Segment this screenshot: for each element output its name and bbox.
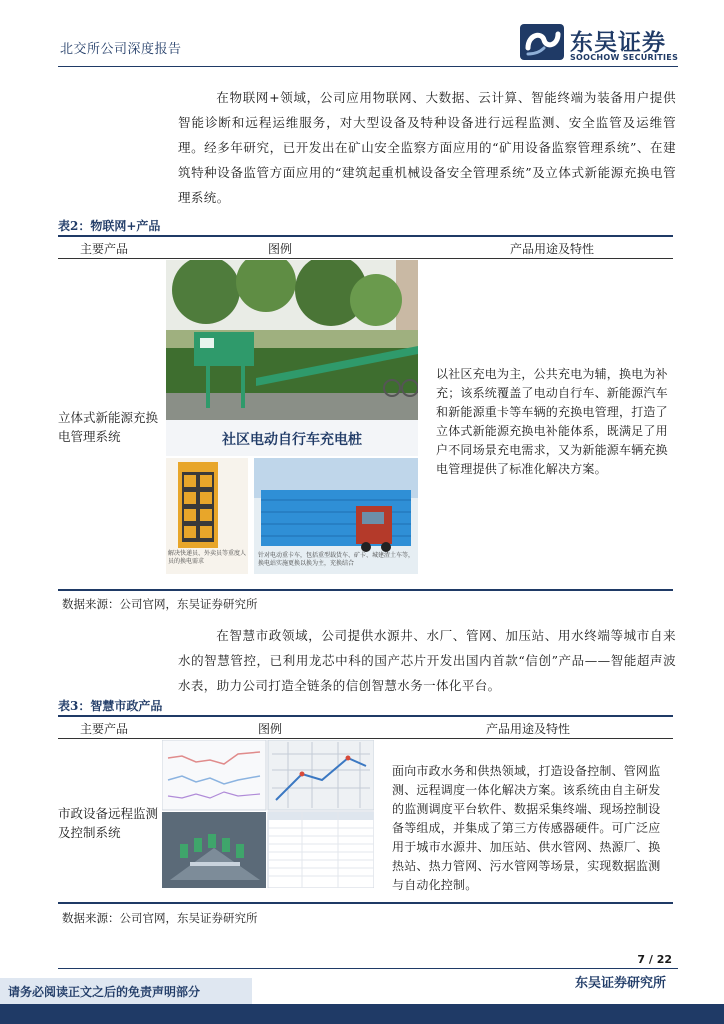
- table2-product-image: [166, 260, 418, 574]
- footer-brand: 东吴证券研究所: [574, 976, 666, 991]
- table2-product-name: 立体式新能源充换电管理系统: [58, 410, 159, 444]
- charging-station-illustration: [166, 260, 418, 574]
- table2-col-product: 主要产品: [80, 242, 129, 256]
- table3-col-image: 图例: [258, 722, 283, 736]
- company-logo: [520, 22, 680, 66]
- table3-product-name: 市政设备远程监测及控制系统: [58, 806, 159, 840]
- disclaimer-bar: [0, 978, 252, 1004]
- caption-battery-cabinet: 解决快递员、外卖员等重度人员的换电需求: [168, 550, 247, 565]
- table3-header-rule: [58, 738, 673, 739]
- table2-product-description: 以社区充电为主，公共充电为辅，换电为补充；该系统覆盖了电动自行车、新能源汽车和新能源重卡等车辆的充换电管理，打造了立体式新能源充换电补能体系，既满足了用户不同场景充电需求，又为新能源车辆充换电管理提供了标准化解决方案。: [436, 367, 668, 476]
- report-type: 北交所公司深度报告: [60, 42, 182, 57]
- table2-bottom-rule: [58, 589, 673, 591]
- header-divider: [58, 66, 678, 67]
- footer-divider: [58, 968, 678, 969]
- table2-top-rule: [58, 235, 673, 237]
- table2-col-desc: 产品用途及特性: [510, 242, 595, 256]
- table3-bottom-rule: [58, 902, 673, 904]
- soochow-logo-icon: [520, 24, 564, 60]
- table3-top-rule: [58, 715, 673, 717]
- monitoring-platform-screens: [162, 740, 374, 888]
- page-number: 7 / 22: [637, 953, 672, 966]
- table3-product-description: 面向市政水务和供热领域，打造设备控制、管网监测、远程调度一体化解决方案。该系统由自主研发的监测调度平台软件、数据采集终端、现场控制设备等组成，并集成了第三方传感器硬件。可广泛应用于城市水源井、加压站、供水管网、热源厂、换热站、热力管网、污水管网等场景，实现数据监测与自动化控制。: [392, 764, 661, 892]
- table2-header-rule: [58, 258, 673, 259]
- table2-col-image: 图例: [268, 242, 293, 256]
- disclaimer-text: 请务必阅读正文之后的免责声明部分: [8, 985, 201, 999]
- table3-col-product: 主要产品: [80, 722, 129, 736]
- table3-source: 数据来源：公司官网，东吴证券研究所: [62, 911, 258, 925]
- paragraph-smart-city: 在智慧市政领域，公司提供水源井、水厂、管网、加压站、用水终端等城市自来水的智慧管控，已利用龙芯中科的国产芯片开发出国内首款“信创”产品——智能超声波水表，助力公司打造全链条的信创智慧水务一体化平台。: [178, 628, 676, 693]
- table2-source: 数据来源：公司官网，东吴证券研究所: [62, 597, 258, 611]
- logo-text-en: SOOCHOW SECURITIES: [570, 53, 679, 62]
- footer-band: [0, 1004, 724, 1024]
- image-banner-text: 社区电动自行车充电桩: [222, 432, 362, 448]
- paragraph-iot: 在物联网+领域，公司应用物联网、大数据、云计算、智能终端为装备用户提供智能诊断和远程运维服务，对大型设备及特种设备进行远程监测、安全监管及运维管理。经多年研究，已开发出在矿山安全监察方面应用的“矿用设备监察管理系统”、在建筑特种设备监管方面应用的“建筑起重机械设备安全管理系统”及立体式新能源充换电管理系统。: [178, 90, 676, 205]
- table3-col-desc: 产品用途及特性: [486, 722, 571, 736]
- table2-title: 表2：物联网+产品: [58, 219, 161, 233]
- caption-swap-station: 针对电动重卡车，包括重型载货车、矿卡、城建渣土车等，换电站实施更换以换为主，充换结合: [258, 552, 415, 567]
- table3-product-image: [162, 740, 374, 888]
- table3-title: 表3：智慧市政产品: [58, 699, 163, 713]
- logo-text-cn: 东吴证券: [570, 30, 666, 56]
